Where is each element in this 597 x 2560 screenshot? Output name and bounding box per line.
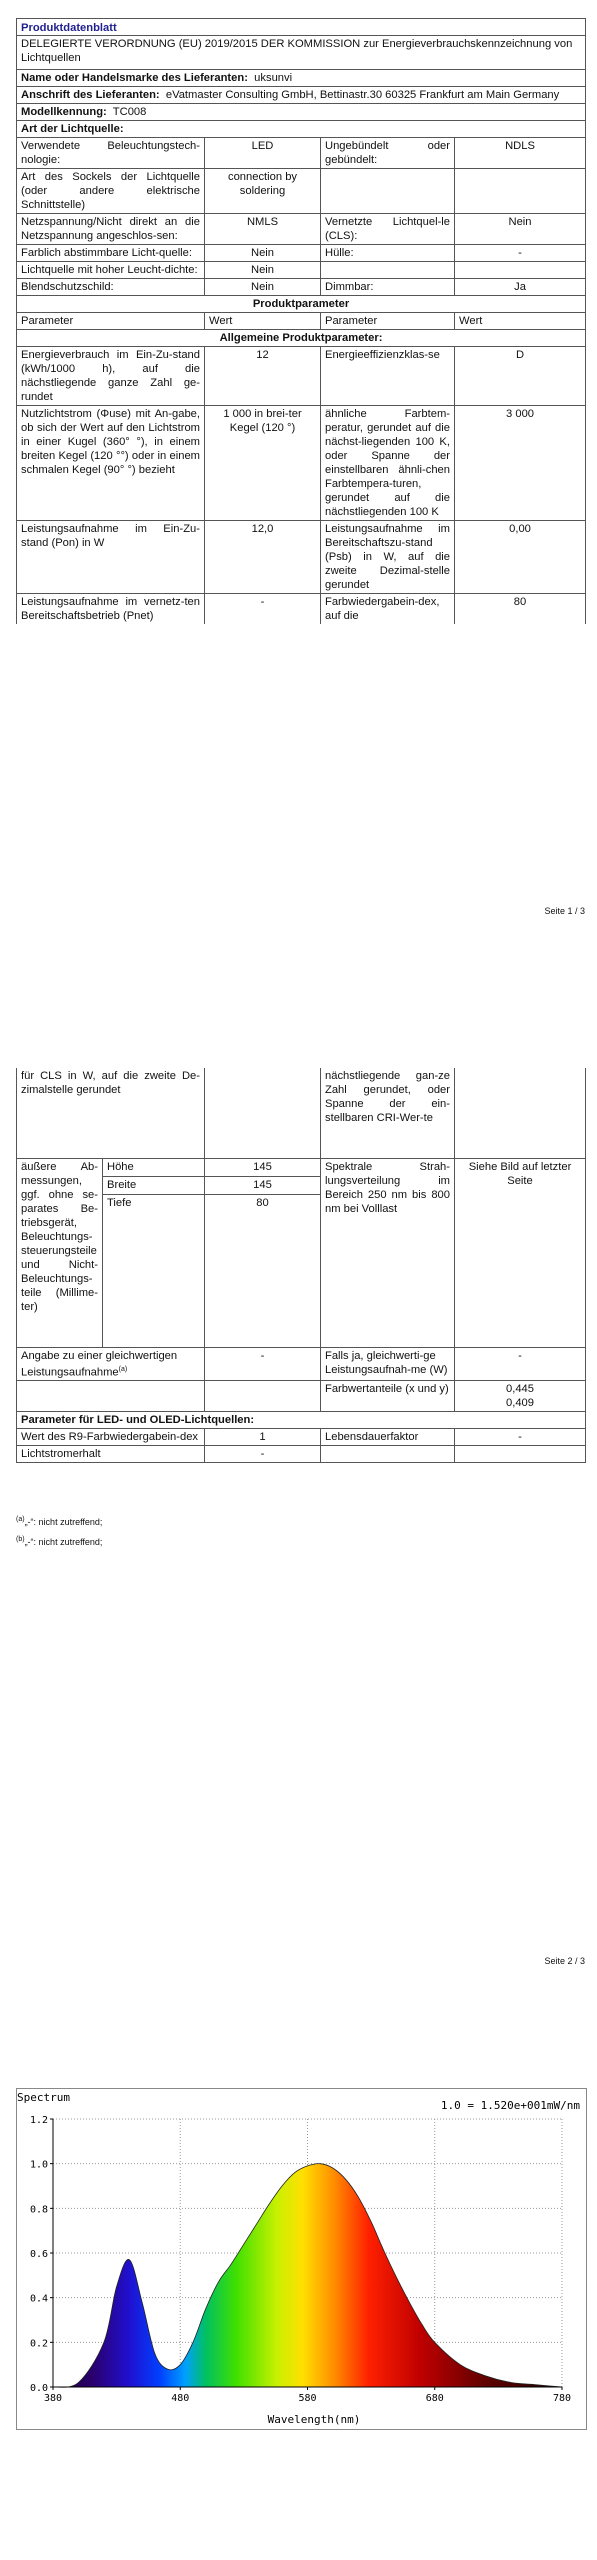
dimension-value: 80 bbox=[205, 1194, 321, 1347]
row-value: - bbox=[205, 1347, 321, 1381]
row-label: Leistungsaufnahme im Bereitschaftszu-stand (Psb) in W, auf die zweite Dezimal-stelle gerundet bbox=[321, 521, 455, 594]
row-label: Hülle: bbox=[321, 245, 455, 262]
row-value: - bbox=[455, 245, 586, 262]
general-parameters-heading: Allgemeine Produktparameter: bbox=[17, 330, 586, 347]
led-parameters-heading: Parameter für LED- und OLED-Lichtquellen: bbox=[17, 1412, 586, 1429]
row-value: - bbox=[205, 594, 321, 625]
lightsource-type-heading: Art der Lichtquelle: bbox=[17, 121, 586, 138]
row-value: - bbox=[455, 1429, 586, 1446]
table-row bbox=[17, 1446, 586, 1463]
datasheet-table-page-1 bbox=[16, 18, 586, 624]
row-value: 80 bbox=[455, 594, 586, 625]
spectrum-chart bbox=[16, 2088, 587, 2430]
column-header-row bbox=[17, 313, 586, 330]
brand-label: Name oder Handelsmarke des Lieferanten: bbox=[21, 72, 248, 84]
row-value: connection by soldering bbox=[205, 169, 321, 214]
row-label: Leistungsaufnahme im vernetz-ten Bereitschaftsbetrieb (Pnet) bbox=[17, 594, 205, 625]
address-label: Anschrift des Lieferanten: bbox=[21, 89, 160, 101]
y-tick-label: 0.8 bbox=[29, 2204, 48, 2216]
row-label: Farblich abstimmbare Licht-quelle: bbox=[17, 245, 205, 262]
spectral-value: Siehe Bild auf letzter Seite bbox=[455, 1158, 586, 1347]
brand-row bbox=[17, 70, 586, 87]
column-header-value: Wert bbox=[455, 313, 586, 330]
dimension-name: Breite bbox=[103, 1176, 205, 1194]
table-row bbox=[17, 347, 586, 406]
datasheet-table-page-2 bbox=[16, 1068, 586, 1463]
chromaticity-label: Farbwertanteile (x und y) bbox=[321, 1381, 455, 1412]
row-value bbox=[205, 1068, 321, 1158]
regulation-subtitle: DELEGIERTE VERORDNUNG (EU) 2019/2015 DER KOMMISSION zur Energieverbrauchskennzeichnung von Lichtquellen bbox=[17, 36, 586, 70]
row-value: 0,00 bbox=[455, 521, 586, 594]
row-value: 12,0 bbox=[205, 521, 321, 594]
page-number-2: Seite 2 / 3 bbox=[544, 1956, 585, 1966]
brand-value: uksunvi bbox=[254, 72, 293, 84]
row-label: Wert des R9-Farbwiedergabein-dex bbox=[17, 1429, 205, 1446]
spectrum-svg bbox=[17, 2089, 586, 2429]
row-value bbox=[455, 1068, 586, 1158]
row-label: Lichtquelle mit hoher Leucht-dichte: bbox=[17, 262, 205, 279]
row-label: Netzspannung/Nicht direkt an die Netzspannung angeschlos-sen: bbox=[17, 214, 205, 245]
row-value: Ja bbox=[455, 279, 586, 296]
footnote-mark: (b) bbox=[16, 1536, 25, 1543]
row-value: LED bbox=[205, 138, 321, 169]
x-tick-label: 780 bbox=[552, 2393, 572, 2404]
row-label bbox=[321, 1446, 455, 1463]
table-row bbox=[17, 169, 586, 214]
chart-title: Spectrum bbox=[17, 2091, 70, 2104]
chromaticity-values bbox=[455, 1381, 586, 1412]
row-value bbox=[455, 1446, 586, 1463]
row-value: Nein bbox=[205, 245, 321, 262]
row-label: Energieeffizienzklas-se bbox=[321, 347, 455, 406]
row-value: NMLS bbox=[205, 214, 321, 245]
column-header-parameter: Parameter bbox=[17, 313, 205, 330]
table-row bbox=[17, 1347, 586, 1381]
table-row bbox=[17, 138, 586, 169]
row-label: Vernetzte Lichtquel-le (CLS): bbox=[321, 214, 455, 245]
model-label: Modellkennung: bbox=[21, 106, 107, 118]
x-tick-label: 380 bbox=[43, 2393, 63, 2404]
model-row bbox=[17, 104, 586, 121]
row-label bbox=[17, 1347, 205, 1381]
dimension-name: Höhe bbox=[103, 1158, 205, 1176]
table-row bbox=[17, 521, 586, 594]
row-value: Nein bbox=[455, 214, 586, 245]
chromaticity-x: 0,445 bbox=[506, 1383, 534, 1396]
table-row bbox=[17, 245, 586, 262]
row-value: D bbox=[455, 347, 586, 406]
page-1 bbox=[0, 0, 597, 920]
row-label: Leistungsaufnahme im Ein-Zu-stand (Pon) in W bbox=[17, 521, 205, 594]
row-label: nächstliegende gan-ze Zahl gerundet, oder Spanne der ein-stellbaren CRI-Wer-te bbox=[321, 1068, 455, 1158]
y-tick-label: 1.2 bbox=[29, 2115, 48, 2126]
x-tick-label: 680 bbox=[425, 2393, 444, 2404]
y-tick-label: 0.4 bbox=[29, 2293, 48, 2305]
row-label: Farbwiedergabein-dex, auf die bbox=[321, 594, 455, 625]
chart-scale-note: 1.0 = 1.520e+001mW/nm bbox=[440, 2099, 580, 2112]
row-value: NDLS bbox=[455, 138, 586, 169]
spectral-label: Spektrale Strah-lungsverteilung im Bereich 250 nm bis 800 nm bei Volllast bbox=[321, 1158, 455, 1347]
table-row bbox=[17, 1068, 586, 1158]
chromaticity-y: 0,409 bbox=[506, 1397, 534, 1410]
row-value: - bbox=[205, 1446, 321, 1463]
page-number-1: Seite 1 / 3 bbox=[544, 906, 585, 916]
equivalent-power-label: Angabe zu einer gleichwertigen Leistungsaufnahme bbox=[21, 1349, 178, 1379]
row-value: - bbox=[455, 1347, 586, 1381]
dimension-value: 145 bbox=[205, 1176, 321, 1194]
row-value: 1 bbox=[205, 1429, 321, 1446]
column-header-parameter: Parameter bbox=[321, 313, 455, 330]
spectrum-area bbox=[53, 2164, 562, 2388]
row-label: Ungebündelt oder gebündelt: bbox=[321, 138, 455, 169]
row-label: für CLS in W, auf die zweite De-zimalstelle gerundet bbox=[17, 1068, 205, 1158]
dimensions-label: äußere Ab-messungen, ggf. ohne se-parates Be-triebsgerät, Beleuchtungs-steuerungsteile und Nicht-Beleuchtungs-teile (Millime-ter) bbox=[17, 1158, 103, 1347]
footnote-a bbox=[16, 1516, 102, 1527]
y-tick-label: 0.6 bbox=[29, 2249, 48, 2260]
footnote-ref: (a) bbox=[118, 1365, 128, 1373]
row-value: Nein bbox=[205, 262, 321, 279]
table-row bbox=[17, 279, 586, 296]
row-label: Nutzlichtstrom (Φuse) mit An-gabe, ob sich der Wert auf den Lichtstrom in einer Kugel (360° °), in einem breiten Kegel (120 °°) oder in einem schmalen Kegel (90° °) bezieht bbox=[17, 406, 205, 521]
y-tick-label: 0.0 bbox=[29, 2383, 48, 2394]
row-label bbox=[17, 1381, 205, 1412]
footnote-text: „-“: nicht zutreffend; bbox=[24, 1537, 103, 1547]
row-label: Energieverbrauch im Ein-Zu-stand (kWh/1000 h), auf die nächstliegende ganze Zahl ge-rundet bbox=[17, 347, 205, 406]
row-label: Blendschutzschild: bbox=[17, 279, 205, 296]
row-value bbox=[455, 262, 586, 279]
table-row bbox=[17, 1158, 586, 1176]
table-row bbox=[17, 1381, 586, 1412]
table-row bbox=[17, 262, 586, 279]
page-2 bbox=[0, 1068, 597, 1978]
document-title: Produktdatenblatt bbox=[17, 19, 586, 36]
row-label: Art des Sockels der Lichtquelle (oder andere elektrische Schnittstelle) bbox=[17, 169, 205, 214]
row-value: 1 000 in brei-ter Kegel (120 °) bbox=[205, 406, 321, 521]
column-header-value: Wert bbox=[205, 313, 321, 330]
x-tick-label: 580 bbox=[298, 2393, 317, 2404]
row-label bbox=[321, 169, 455, 214]
table-row bbox=[17, 594, 586, 625]
row-label: ähnliche Farbtem-peratur, gerundet auf die nächst-liegenden 100 K, oder Spanne der einstellbaren ähnli-chen Farbtempera-turen, gerundet auf die nächstliegenden 100 K bbox=[321, 406, 455, 521]
address-value: eVatmaster Consulting GmbH, Bettinastr.30 60325 Frankfurt am Main Germany bbox=[165, 89, 560, 101]
row-label bbox=[321, 262, 455, 279]
table-row bbox=[17, 1429, 586, 1446]
table-row bbox=[17, 214, 586, 245]
x-axis-label: Wavelength(nm) bbox=[267, 2413, 361, 2426]
footnote-mark: (a) bbox=[16, 1516, 25, 1523]
model-value: TC008 bbox=[112, 106, 147, 118]
y-tick-label: 1.0 bbox=[29, 2159, 48, 2171]
dimension-value: 145 bbox=[205, 1158, 321, 1176]
dimension-name: Tiefe bbox=[103, 1194, 205, 1347]
row-value bbox=[205, 1381, 321, 1412]
row-value: 3 000 bbox=[455, 406, 586, 521]
footnote-b bbox=[16, 1536, 102, 1547]
row-value bbox=[455, 169, 586, 214]
row-label: Lebensdauerfaktor bbox=[321, 1429, 455, 1446]
table-row bbox=[17, 406, 586, 521]
row-label: Falls ja, gleichwerti-ge Leistungsaufnah-me (W) bbox=[321, 1347, 455, 1381]
y-tick-label: 0.2 bbox=[29, 2338, 48, 2350]
plot-area bbox=[30, 2115, 571, 2404]
row-label: Lichtstromerhalt bbox=[17, 1446, 205, 1463]
product-parameters-heading: Produktparameter bbox=[17, 296, 586, 313]
row-value: 12 bbox=[205, 347, 321, 406]
row-value: Nein bbox=[205, 279, 321, 296]
address-row bbox=[17, 87, 586, 104]
row-label: Dimmbar: bbox=[321, 279, 455, 296]
footnote-text: „-“: nicht zutreffend; bbox=[24, 1517, 103, 1527]
row-label: Verwendete Beleuchtungstech-nologie: bbox=[17, 138, 205, 169]
x-tick-label: 480 bbox=[171, 2393, 190, 2404]
